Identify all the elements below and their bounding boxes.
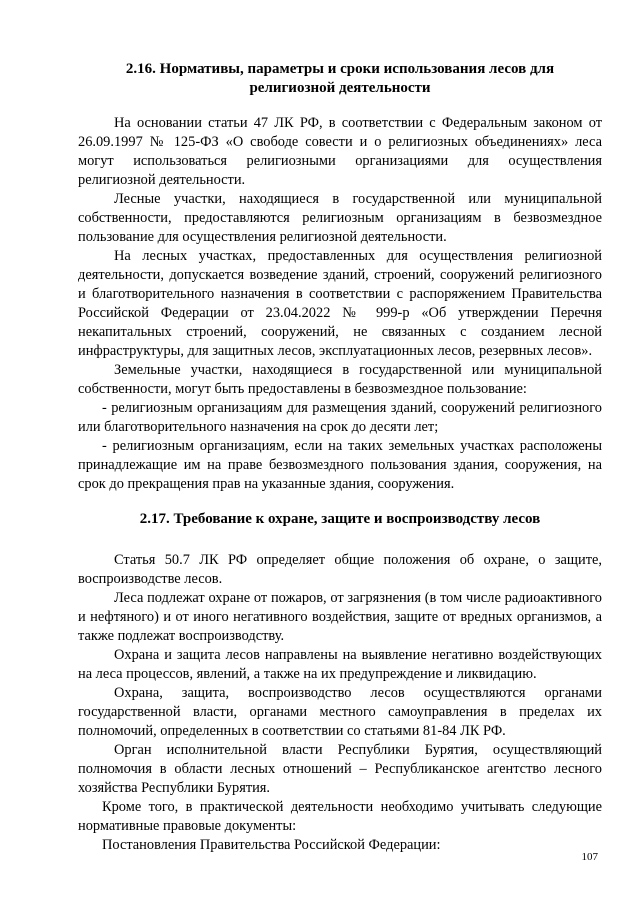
page-number: 107 — [581, 851, 598, 863]
paragraph: Охрана и защита лесов направлены на выявление негативно воздействующих на леса процессов, явлений, а также на их предупреждение и ликвидацию. — [78, 647, 602, 682]
spacer — [78, 494, 602, 510]
paragraph: Леса подлежат охране от пожаров, от загрязнения (в том числе радиоактивного и нефтяного) и от иного негативного воздействия, защите от вредных организмов, а также подлежат воспроизводству. — [78, 590, 602, 644]
paragraph: Охрана, защита, воспроизводство лесов осуществляются органами государственной власти, органами местного самоуправления в пределах их полномочий, определенных в соответствии со статьями 81-84 ЛК РФ. — [78, 685, 602, 739]
spacer — [78, 529, 602, 551]
section-heading-2-16-line2: религиозной деятельности — [249, 80, 431, 96]
paragraph: Лесные участки, находящиеся в государственной или муниципальной собственности, предоставляются религиозным организациям в безвозмездное пользование для осуществления религиозной деятельности. — [78, 191, 602, 245]
section-heading-2-17: 2.17. Требование к охране, защите и воспроизводству лесов — [139, 511, 541, 527]
paragraph: Статья 50.7 ЛК РФ определяет общие положения об охране, о защите, воспроизводстве лесов. — [78, 552, 602, 587]
page-content — [78, 60, 602, 855]
paragraph: Кроме того, в практической деятельности необходимо учитывать следующие нормативные правовые документы: — [78, 799, 602, 834]
spacer — [78, 98, 602, 114]
paragraph: Постановления Правительства Российской Федерации: — [102, 837, 441, 853]
list-item: - религиозным организациям для размещения зданий, сооружений религиозного или благотворительного назначения на срок до десяти лет; — [78, 400, 602, 435]
paragraph: Орган исполнительной власти Республики Бурятия, осуществляющий полномочия в области лесных отношений – Республиканское агентство лесного хозяйства Республики Бурятия. — [78, 742, 602, 796]
paragraph: На основании статьи 47 ЛК РФ, в соответствии с Федеральным законом от 26.09.1997 № 125-ФЗ «О свободе совести и о религиозных объединениях» леса могут использоваться религиозными организациями для осуществления религиозной деятельности. — [78, 115, 602, 188]
paragraph: На лесных участках, предоставленных для осуществления религиозной деятельности, допускается возведение зданий, строений, сооружений религиозного и благотворительного назначения в соответствии с распоряжением Правительства Российской Федерации от 23.04.2022 № 999-р «Об утверждении Перечня некапитальных строений, сооружений, не связанных с созданием лесной инфраструктуры, для защитных лесов, эксплуатационных лесов, резервных лесов». — [78, 248, 602, 359]
paragraph: Земельные участки, находящиеся в государственной или муниципальной собственности, могут быть предоставлены в безвозмездное пользование: — [78, 362, 602, 397]
section-heading-2-16-line1: 2.16. Нормативы, параметры и сроки использования лесов для — [125, 61, 555, 77]
list-item: - религиозным организациям, если на таких земельных участках расположены принадлежащие им на праве безвозмездного пользования здания, сооружения, на срок до прекращения прав на указанные здания, сооружения. — [78, 438, 602, 492]
